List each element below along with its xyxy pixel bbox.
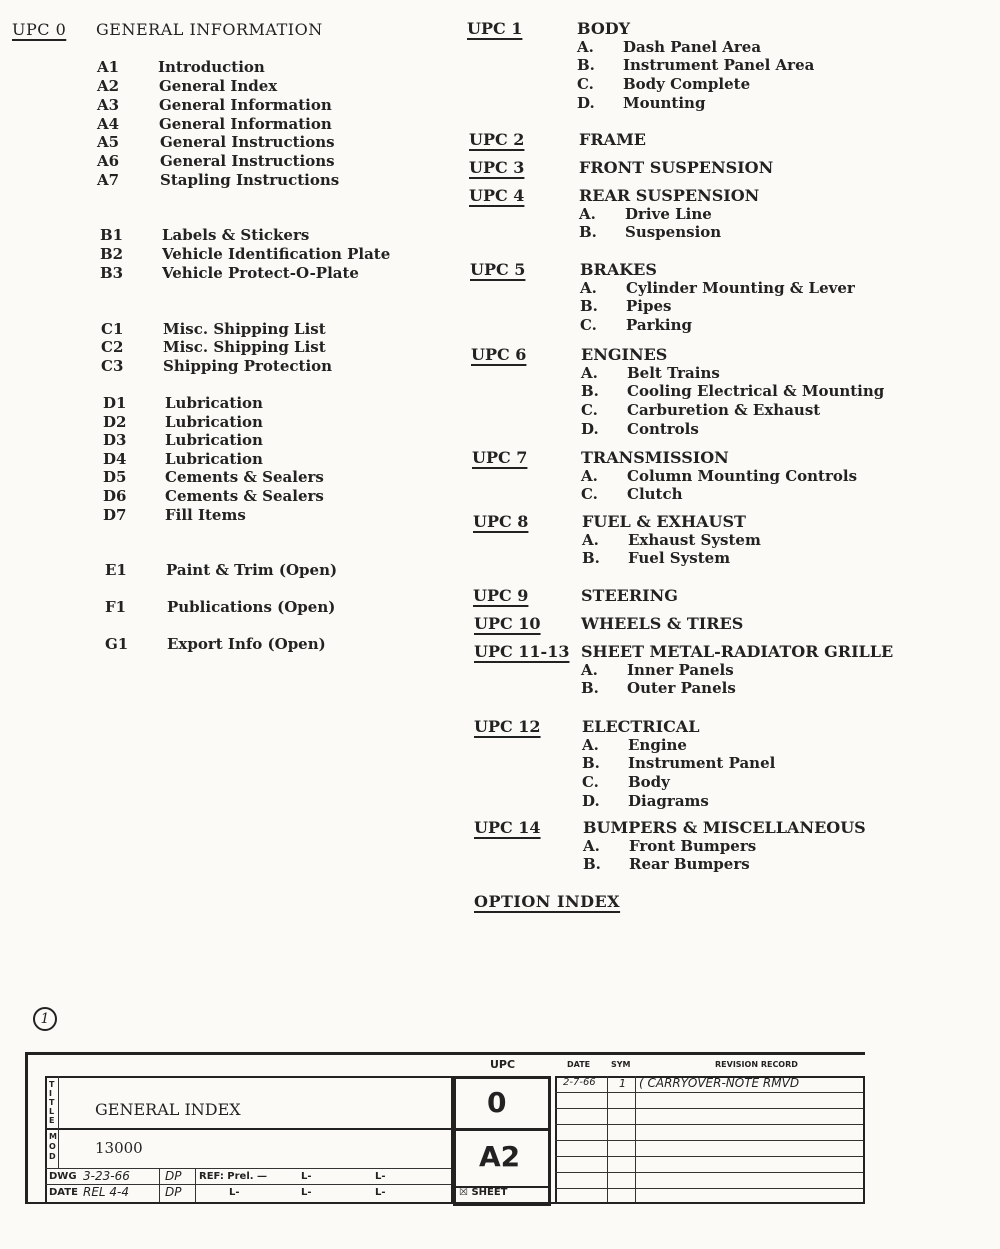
dwg-initials: DP: [165, 1169, 182, 1183]
upc-section-code[interactable]: UPC 8: [473, 512, 529, 531]
upc-section-code[interactable]: UPC 9: [473, 586, 529, 605]
subsection-letter: D.: [581, 419, 599, 438]
date-header: DATE: [567, 1060, 591, 1069]
upc-section-code[interactable]: UPC 6: [471, 345, 527, 364]
upc-section-title: FRONT SUSPENSION: [579, 158, 774, 177]
upc-section-code[interactable]: UPC 2: [469, 130, 525, 149]
index-code: A3: [97, 96, 120, 114]
subsection-letter: A.: [577, 37, 594, 56]
index-code: A5: [97, 133, 120, 151]
ref-label: REF: Prel. —: [199, 1171, 268, 1182]
subsection-name: Body Complete: [623, 75, 751, 94]
upc-section-title: SHEET METAL-RADIATOR GRILLE: [581, 642, 894, 661]
date-value: REL 4-4: [83, 1185, 130, 1199]
subsection-letter: B.: [582, 754, 600, 773]
ref-l-1: L-: [301, 1171, 312, 1182]
index-name: Cements & Sealers: [165, 487, 324, 505]
subsection-name: Drive Line: [625, 204, 712, 223]
dwg-date: 3-23-66: [83, 1169, 130, 1183]
index-code: D3: [103, 431, 127, 449]
upc-section-code[interactable]: UPC 11-13: [474, 642, 570, 661]
index-code: A7: [97, 171, 120, 189]
subsection-letter: C.: [577, 75, 594, 94]
subsection-letter: B.: [581, 382, 599, 401]
dwg-label: DWG: [49, 1171, 77, 1182]
index-name: Paint & Trim (Open): [166, 561, 338, 579]
index-name: Stapling Instructions: [160, 171, 340, 189]
subsection-name: Instrument Panel: [628, 754, 776, 773]
index-code: F1: [105, 598, 127, 616]
title-side-label: TITLE: [49, 1080, 55, 1125]
upc-section-title: REAR SUSPENSION: [579, 186, 760, 205]
subsection-name: Body: [628, 773, 670, 792]
index-name: General Instructions: [160, 133, 335, 151]
mod-side-label: MOD: [49, 1132, 57, 1161]
ref-l-4: L-: [301, 1187, 312, 1198]
general-information-heading: GENERAL INFORMATION: [96, 20, 323, 39]
subsection-name: Clutch: [627, 485, 683, 504]
index-code: C2: [101, 338, 124, 356]
subsection-letter: C.: [580, 316, 597, 335]
sheet-value: A2: [479, 1140, 521, 1173]
upc-header: UPC: [490, 1058, 516, 1071]
subsection-name: Column Mounting Controls: [627, 466, 858, 485]
upc-section-code[interactable]: UPC 3: [469, 158, 525, 177]
index-code: C3: [101, 357, 124, 375]
subsection-letter: A.: [581, 363, 598, 382]
subsection-letter: B.: [579, 223, 597, 242]
index-name: General Information: [159, 96, 332, 114]
index-code: D1: [103, 394, 127, 412]
ref-l-3: L-: [229, 1187, 240, 1198]
subsection-name: Pipes: [626, 297, 672, 316]
upc-0-label: UPC 0: [12, 20, 67, 39]
subsection-letter: B.: [577, 56, 595, 75]
subsection-letter: B.: [582, 549, 600, 568]
upc-section-code[interactable]: UPC 14: [474, 818, 541, 837]
sheet-label: ☒ SHEET: [459, 1187, 508, 1198]
sym-header: SYM: [611, 1060, 631, 1069]
index-name: Publications (Open): [167, 598, 336, 616]
index-code: A6: [97, 152, 120, 170]
sheet-label-text: SHEET: [471, 1187, 508, 1198]
subsection-name: Controls: [627, 419, 699, 438]
upc-section-code[interactable]: UPC 7: [472, 448, 528, 467]
index-code: B2: [100, 245, 124, 263]
upc-section-title: ELECTRICAL: [582, 717, 700, 736]
circled-number-mark: [33, 1007, 57, 1031]
subsection-name: Engine: [628, 735, 687, 754]
index-code: D5: [103, 468, 127, 486]
subsection-letter: B.: [580, 297, 598, 316]
subsection-name: Fuel System: [628, 549, 731, 568]
upc-section-title: STEERING: [581, 586, 678, 605]
revision-record-header: REVISION RECORD: [715, 1060, 798, 1069]
subsection-name: Diagrams: [628, 791, 709, 810]
upc-section-code[interactable]: UPC 5: [470, 260, 526, 279]
subsection-letter: A.: [579, 204, 596, 223]
index-code: E1: [105, 561, 127, 579]
upc-section-code[interactable]: UPC 1: [467, 19, 523, 38]
upc-section-title: FRAME: [579, 130, 646, 149]
subsection-name: Mounting: [623, 93, 706, 112]
index-name: General Information: [159, 115, 332, 133]
option-index-link[interactable]: OPTION INDEX: [474, 892, 621, 911]
index-name: Lubrication: [165, 450, 263, 468]
revision-text: ( CARRYOVER-NOTE RMVD: [639, 1076, 800, 1090]
subsection-letter: D.: [582, 791, 600, 810]
date-label: DATE: [49, 1187, 78, 1198]
revision-date: 2-7-66: [563, 1077, 596, 1088]
index-name: Misc. Shipping List: [163, 320, 326, 338]
index-code: C1: [101, 320, 124, 338]
index-name: General Index: [159, 77, 278, 95]
subsection-name: Inner Panels: [627, 660, 734, 679]
subsection-letter: A.: [580, 278, 597, 297]
circled-number: 1: [40, 1011, 50, 1027]
subsection-letter: A.: [582, 530, 599, 549]
title-block: [25, 1052, 865, 1204]
index-name: Cements & Sealers: [165, 468, 324, 486]
index-code: D4: [103, 450, 127, 468]
upc-section-title: ENGINES: [581, 345, 668, 364]
index-name: Misc. Shipping List: [163, 338, 326, 356]
subsection-name: Rear Bumpers: [629, 855, 750, 874]
index-name: Shipping Protection: [163, 357, 333, 375]
subsection-letter: C.: [581, 485, 598, 504]
index-name: Introduction: [158, 58, 265, 76]
subsection-name: Suspension: [625, 223, 722, 242]
subsection-letter: C.: [582, 773, 599, 792]
upc-section-code[interactable]: UPC 4: [469, 186, 525, 205]
subsection-name: Front Bumpers: [629, 836, 757, 855]
subsection-name: Parking: [626, 316, 692, 335]
subsection-name: Dash Panel Area: [623, 37, 762, 56]
revision-text-value: CARRYOVER-NOTE RMVD: [647, 1076, 800, 1090]
date-initials: DP: [165, 1185, 182, 1199]
subsection-name: Instrument Panel Area: [623, 56, 815, 75]
subsection-name: Belt Trains: [627, 363, 720, 382]
mod-value: 13000: [95, 1139, 143, 1157]
index-name: Vehicle Identification Plate: [162, 245, 391, 263]
subsection-letter: C.: [581, 401, 598, 420]
subsection-letter: A.: [583, 836, 600, 855]
subsection-letter: D.: [577, 93, 595, 112]
index-code: A1: [97, 58, 120, 76]
index-name: Export Info (Open): [167, 635, 326, 653]
index-code: B1: [100, 226, 124, 244]
ref-l-5: L-: [375, 1187, 386, 1198]
ref-l-2: L-: [375, 1171, 386, 1182]
title-value: GENERAL INDEX: [95, 1100, 241, 1119]
upc-value: 0: [487, 1086, 507, 1119]
upc-section-code[interactable]: UPC 10: [474, 614, 541, 633]
index-name: Labels & Stickers: [162, 226, 310, 244]
index-code: D7: [103, 506, 127, 524]
upc-section-title: TRANSMISSION: [581, 448, 729, 467]
index-name: Lubrication: [165, 413, 263, 431]
subsection-name: Cylinder Mounting & Lever: [626, 278, 855, 297]
subsection-name: Outer Panels: [627, 679, 736, 698]
subsection-name: Exhaust System: [628, 530, 761, 549]
upc-section-title: BRAKES: [580, 260, 657, 279]
upc-section-title: BODY: [577, 19, 631, 38]
index-code: G1: [105, 635, 129, 653]
index-name: Vehicle Protect-O-Plate: [162, 264, 359, 282]
subsection-name: Cooling Electrical & Mounting: [627, 382, 885, 401]
upc-section-title: FUEL & EXHAUST: [582, 512, 746, 531]
index-name: Fill Items: [165, 506, 246, 524]
upc-section-code[interactable]: UPC 12: [474, 717, 541, 736]
index-code: A4: [97, 115, 120, 133]
subsection-name: Carburetion & Exhaust: [627, 401, 821, 420]
index-code: B3: [100, 264, 124, 282]
subsection-letter: A.: [581, 660, 598, 679]
index-name: Lubrication: [165, 394, 263, 412]
index-code: D2: [103, 413, 127, 431]
index-code: A2: [97, 77, 120, 95]
index-name: Lubrication: [165, 431, 263, 449]
upc-section-title: BUMPERS & MISCELLANEOUS: [583, 818, 866, 837]
index-name: General Instructions: [160, 152, 335, 170]
revision-sym: 1: [619, 1077, 626, 1090]
subsection-letter: B.: [581, 679, 599, 698]
index-code: D6: [103, 487, 127, 505]
subsection-letter: A.: [581, 466, 598, 485]
subsection-letter: A.: [582, 735, 599, 754]
subsection-letter: B.: [583, 855, 601, 874]
upc-section-title: WHEELS & TIRES: [581, 614, 744, 633]
